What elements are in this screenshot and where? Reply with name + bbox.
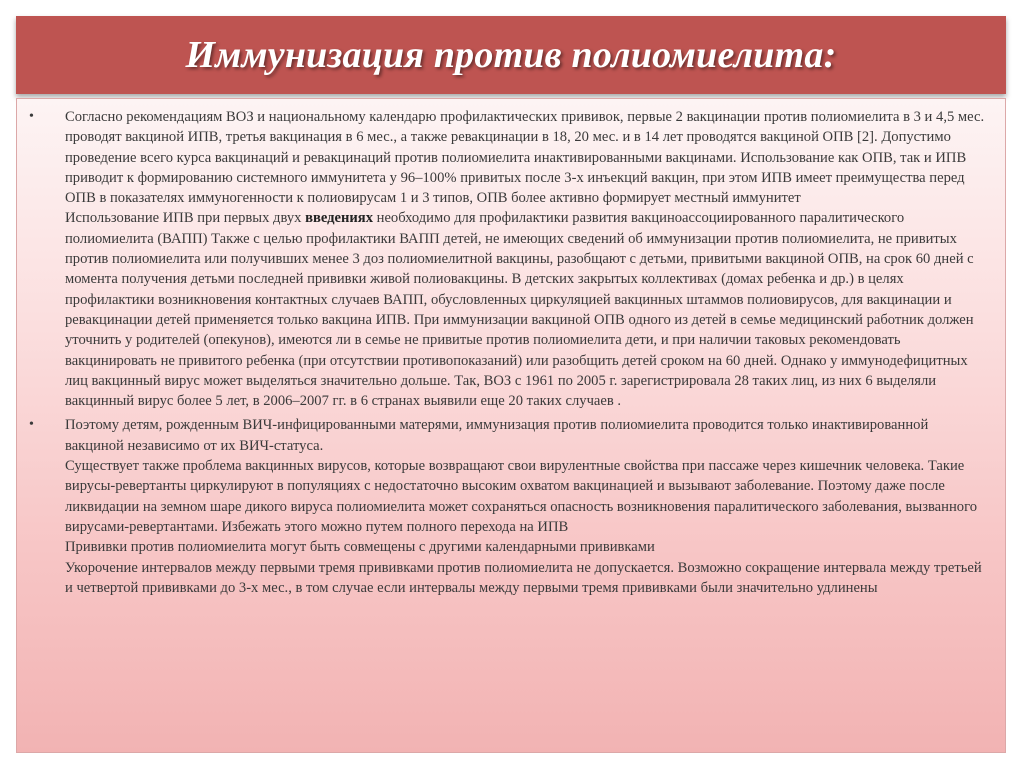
slide-title: Иммунизация против полиомиелита: <box>185 34 837 76</box>
title-bar <box>16 16 1006 94</box>
paragraph: Укорочение интервалов между первыми тремя прививками против полиомиелита не допускается. Возможно сокращение интервала между третьей и четвертой прививками до 3-х мес., в том случае если интервалы между первыми тремя прививками были значительно удлинены <box>65 559 982 596</box>
text-run: Использование ИПВ при первых двух <box>65 210 306 227</box>
paragraph: Согласно рекомендациям ВОЗ и национальному календарю профилактических прививок, первые 2 вакцинации против полиомиелита в 3 и 4,5 мес. проводят вакциной ИПВ, третья вакцинация в 6 мес., а также ревакцинации в 18, 20 мес. и в 14 лет проводятся вакциной ОПВ [2]. Допустимо проведение всего курса вакцинаций и ревакцинаций против полиомиелита инактивированными вакцинами. Использование как ОПВ, так и ИПВ приводит к формированию системного иммунитета у 96–100% привитых после 3-х инъекций вакцин, при этом ИПВ имеет преимущества перед ОПВ в показателях иммуногенности к полиовирусам 1 и 3 типов, ОПВ более активно формирует местный иммунитет <box>65 109 985 207</box>
bullet-icon: • <box>29 417 34 433</box>
bullet-icon: • <box>29 109 34 124</box>
paragraph: Прививки против полиомиелита могут быть совмещены с другими календарными прививками <box>65 539 655 556</box>
bold-text: введениях <box>305 210 373 227</box>
bullet-list <box>17 99 1005 598</box>
bullet-item-2 <box>27 415 987 598</box>
paragraph: Существует также проблема вакцинных вирусов, которые возвращают свои вирулентные свойства при пассаже через кишечник человека. Такие вирусы-ревертанты циркулируют в популяциях с недостаточно высоким охватом вакцинацией и вызывают заболевание. Поэтому даже после ликвидации на земном шаре дикого вируса полиомиелита может сохраняться опасность возникновения паралитического заболевания, вызванного вирусами-ревертантами. Избежать этого можно путем полного перехода на ИПВ <box>65 458 977 535</box>
text-run: необходимо для профилактики развития вакциноассоциированного паралитического полиомиелита (ВАПП) Также с целью профилактики ВАПП детей, не имеющих сведений об иммунизации против полиомиелита, не привитых против полиомиелита или получивших менее 3 доз полиомиелитной вакцины, разобщают с детьми, привитыми вакциной ОПВ, на срок 60 дней с момента получения детьми последней прививки живой полиовакцины. В детских закрытых коллективах (домах ребенка и др.) в целях профилактики возникновения контактных случаев ВАПП, обусловленных циркуляцией вакцинных штаммов полиовирусов, для вакцинации и ревакцинации детей применяется только вакцина ИПВ. При иммунизации вакциной ОПВ одного из детей в семье медицинский работник должен уточнить у родителей (опекунов), имеются ли в семье не привитые против полиомиелита дети, и при наличии таковых рекомендовать вакцинировать не привитого ребенка (при отсутствии противопоказаний) или разобщить детей сроком на 60 дней. Однако у иммунодефицитных лиц вакцинный вирус может выделяться значительно дольше. Так, ВОЗ с 1961 по 2005 г. зарегистрировала 28 таких лиц, из них 6 выделяли вакцинный вирус более 5 лет, в 2006–2007 гг. в 6 странах выявили еще 20 таких случаев . <box>65 210 974 410</box>
paragraph: Поэтому детям, рожденным ВИЧ-инфицированными матерями, иммунизация против полиомиелита проводится только инактивированной вакциной независимо от их ВИЧ-статуса. <box>65 417 929 454</box>
content-panel <box>16 98 1006 753</box>
bullet-item-1 <box>27 107 987 411</box>
paragraph <box>65 208 987 411</box>
